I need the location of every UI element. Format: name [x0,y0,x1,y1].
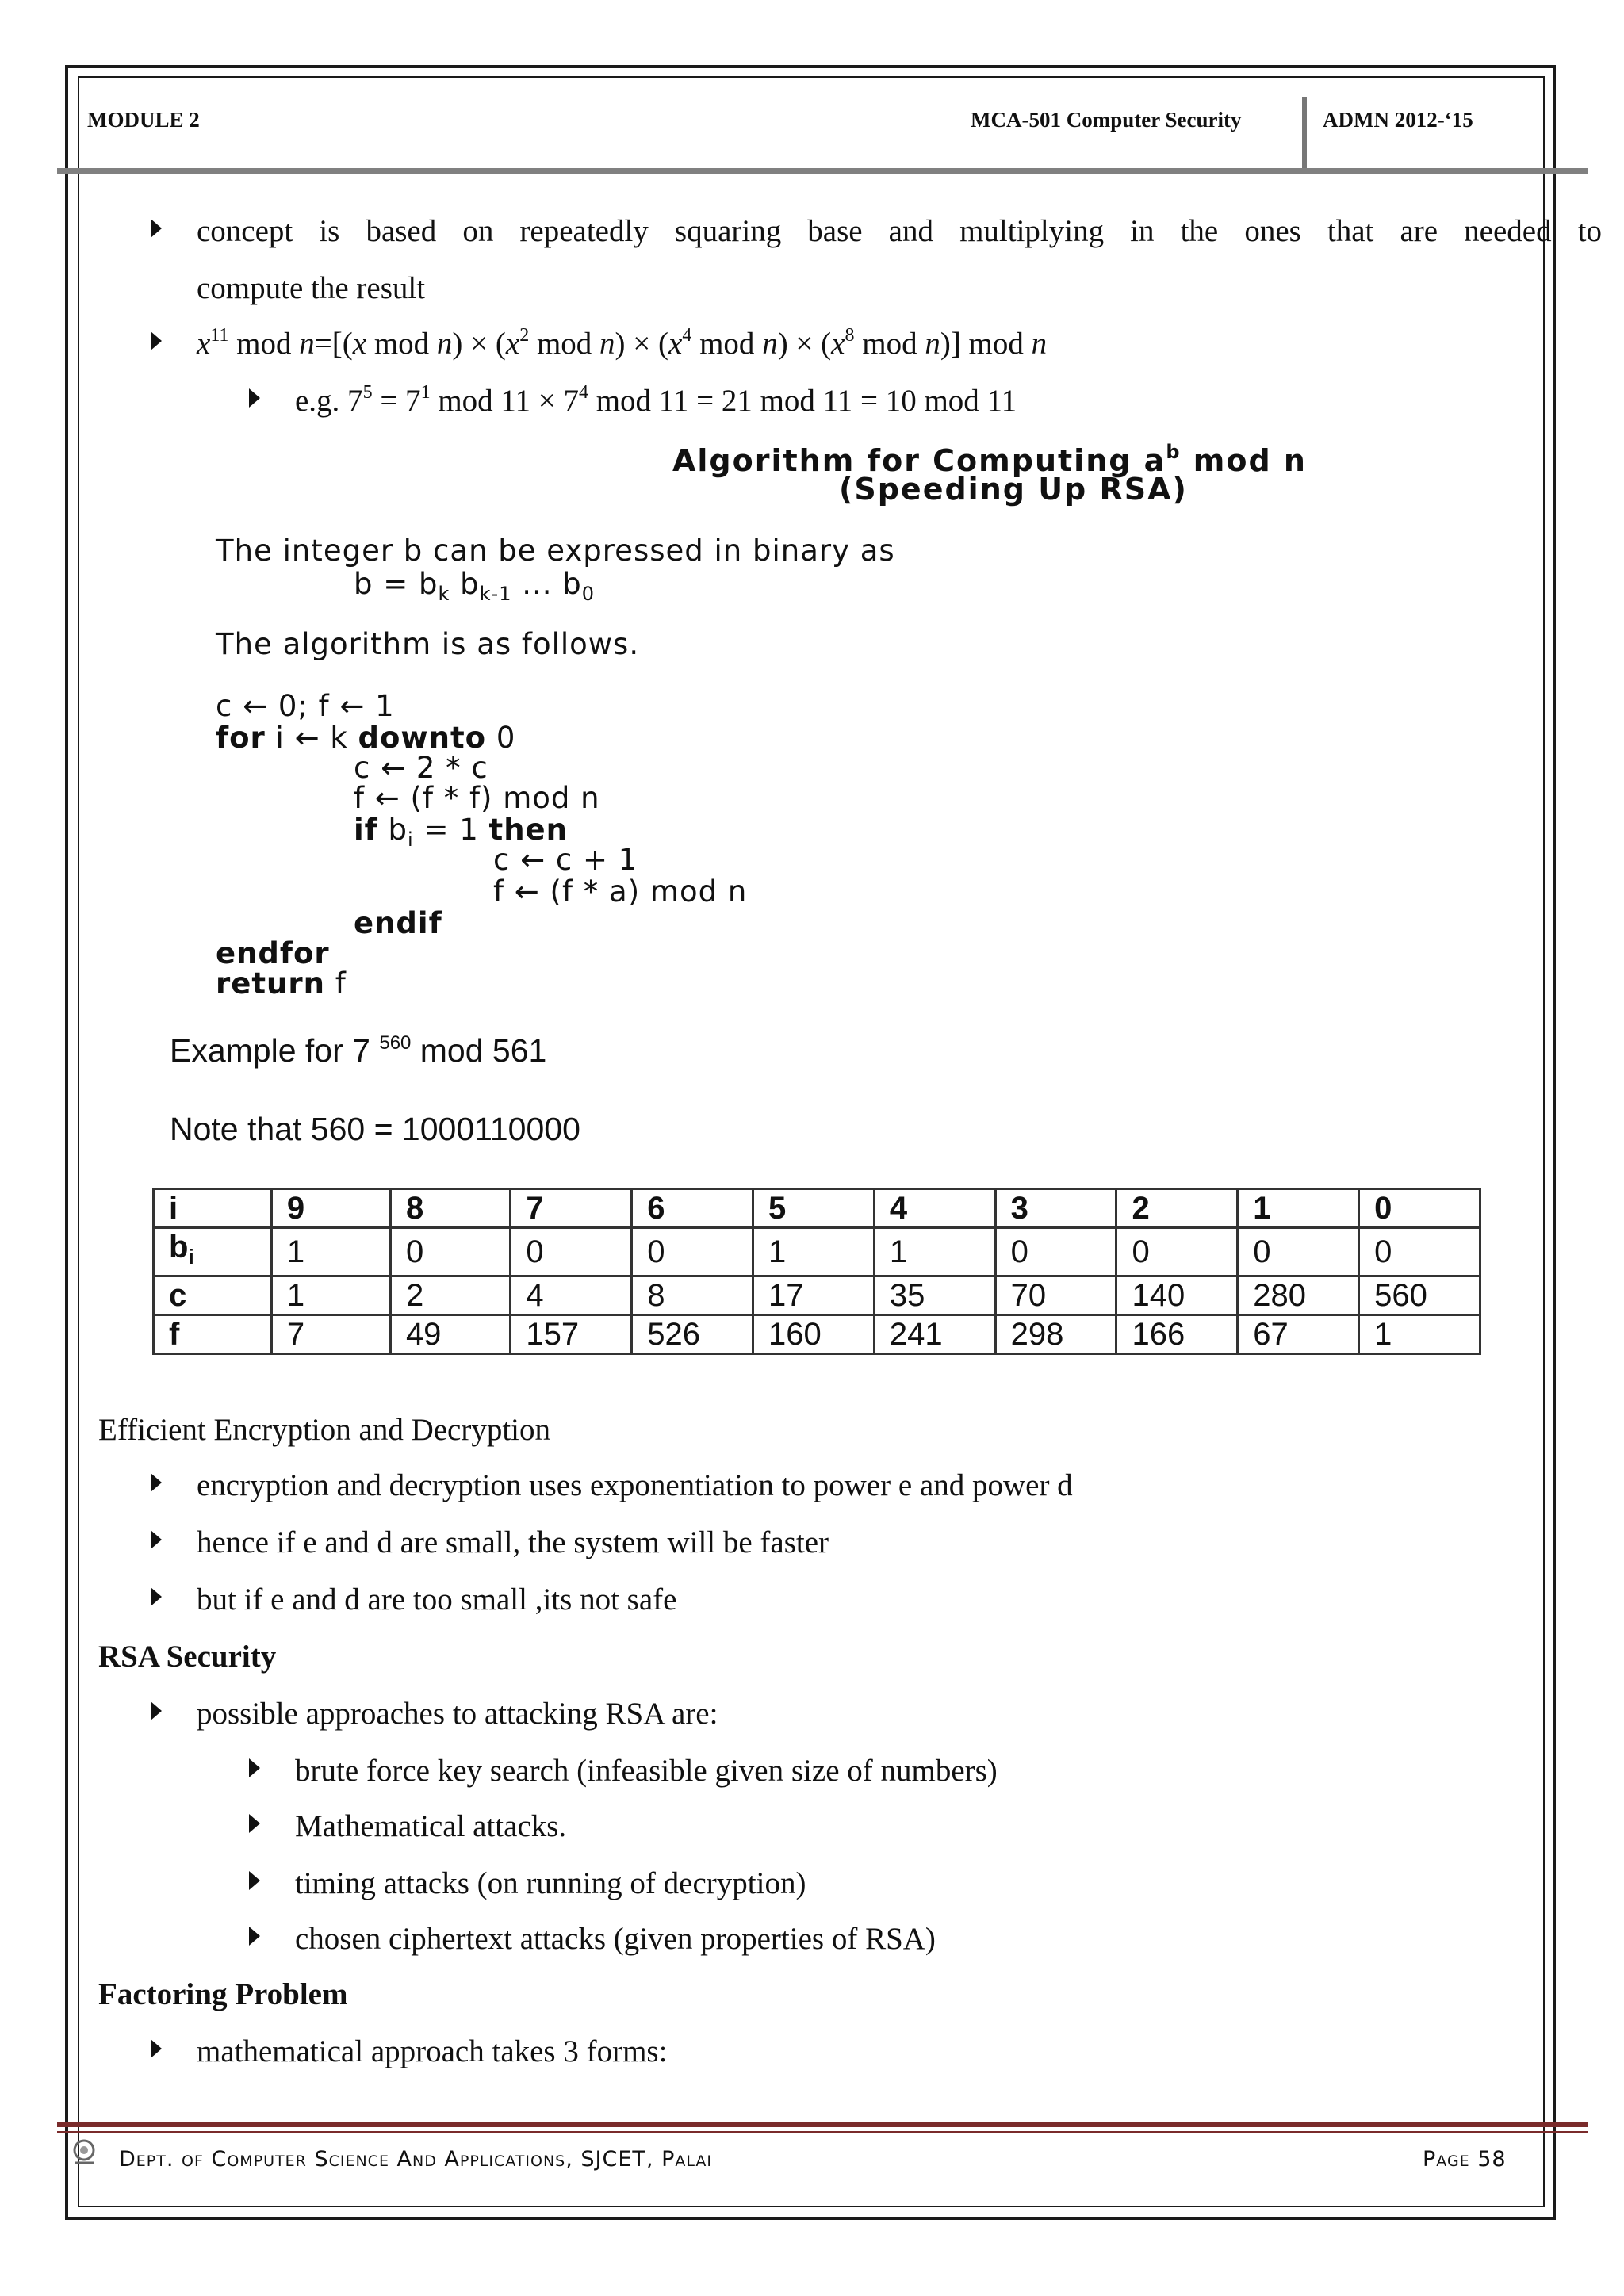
bullet-icon [151,331,162,350]
table-cell: 0 [390,1228,510,1276]
security-bullet-1: possible approaches to attacking RSA are: [197,1697,718,1731]
table-cell: 1 [1359,1315,1480,1354]
table-cell: 2 [390,1276,510,1315]
binary-note: Note that 560 = 1000110000 [170,1111,580,1147]
code-line-increment-c: c ← c + 1 [493,843,638,877]
bullet-icon [151,219,162,238]
header-course: MCA-501 Computer Security [971,108,1242,132]
table-row-label: i [154,1189,272,1228]
table-cell: 241 [874,1315,995,1354]
figure-text-algorithm: The algorithm is as follows. [216,627,640,661]
table-row [154,1228,1480,1276]
efficient-bullet-3: but if e and d are too small ,its not safe [197,1582,677,1617]
footer-department: Dept. of Computer Science And Applications, SJCET, Palai [119,2147,712,2172]
table-cell: 3 [995,1189,1116,1228]
table-row [154,1276,1480,1315]
bullet-icon [151,2039,162,2058]
footer-rule-thin [57,2131,1588,2133]
table-cell: 1 [1238,1189,1359,1228]
table-row [154,1315,1480,1354]
security-sub-3: timing attacks (on running of decryption) [295,1866,806,1900]
table-cell: 0 [632,1228,753,1276]
table-cell: 157 [511,1315,632,1354]
bullet-icon [249,1871,260,1890]
table-cell: 0 [1359,1228,1480,1276]
security-sub-4: chosen ciphertext attacks (given properties of RSA) [295,1922,936,1956]
table-row-label: f [154,1315,272,1354]
table-cell: 560 [1359,1276,1480,1315]
table-cell: 2 [1116,1189,1238,1228]
table-cell: 1 [753,1228,875,1276]
figure-title-line1: Algorithm for Computing $a^b$ mod n [672,441,1307,478]
security-sub-2: Mathematical attacks. [295,1809,567,1843]
code-line-return: return f [216,966,347,1001]
bullet-icon [249,1758,260,1777]
example-line: e.g. $7^5 = 7^1$ mod $11 \times 7^4$ mod 11 = 21 mod 11 = 10 mod 11 [295,382,1017,418]
table-cell: 17 [753,1276,875,1315]
table-cell: 166 [1116,1315,1238,1354]
table-cell: 298 [995,1315,1116,1354]
factoring-bullet-1: mathematical approach takes 3 forms: [197,2034,668,2068]
bullet-icon [151,1473,162,1492]
table-row [154,1189,1480,1228]
table-cell: 35 [874,1276,995,1315]
example-heading: Example for 7 $^{560}$ mod 561 [170,1032,547,1069]
bullet-icon [151,1587,162,1606]
code-line-for: for i ← k downto 0 [216,721,516,755]
header-admn: ADMN 2012-‘15 [1323,108,1473,132]
table-cell: 140 [1116,1276,1238,1315]
intro-bullet-1-line2: compute the result [197,271,426,305]
table-cell: 70 [995,1276,1116,1315]
code-line-double-c: c ← 2 * c [354,751,488,785]
code-line-endif: endif [354,906,442,940]
figure-text-b-bits: $b = b_k$ $b_{k-1}$ ... $b_0$ [354,567,596,605]
rsa-security-heading: RSA Security [98,1640,277,1674]
figure-title-line2: (Speeding Up RSA) [839,472,1188,507]
factoring-heading: Factoring Problem [98,1977,348,2011]
bullet-icon [151,1530,162,1549]
bullet-icon [249,388,260,408]
footer-rule [57,2122,1588,2127]
table-row-label: $b_i$ [154,1228,272,1276]
table-cell: 526 [632,1315,753,1354]
table-cell: 8 [632,1276,753,1315]
security-sub-1: brute force key search (infeasible given size of numbers) [295,1754,998,1788]
figure-text-binary: The integer b can be expressed in binary as [216,534,895,568]
bullet-icon [249,1927,260,1946]
header-module: MODULE 2 [87,108,200,132]
table-cell: 1 [271,1276,390,1315]
footer-page-number: Page 58 [1423,2147,1507,2172]
exponentiation-table [152,1188,1481,1355]
table-cell: 4 [874,1189,995,1228]
table-cell: 5 [753,1189,875,1228]
table-cell: 9 [271,1189,390,1228]
bullet-icon [249,1814,260,1833]
table-cell: 0 [1359,1189,1480,1228]
table-cell: 280 [1238,1276,1359,1315]
table-cell: 1 [271,1228,390,1276]
table-cell: 8 [390,1189,510,1228]
code-line-multiply-f: f ← (f * a) mod n [493,874,748,909]
table-cell: 4 [511,1276,632,1315]
table-cell: 0 [511,1228,632,1276]
table-row-label: c [154,1276,272,1315]
efficient-bullet-2: hence if e and d are small, the system will be faster [197,1525,829,1559]
college-logo-icon [68,2136,100,2168]
table-cell: 0 [1116,1228,1238,1276]
code-line-square-f: f ← (f * f) mod n [354,781,600,815]
table-cell: 67 [1238,1315,1359,1354]
header-separator [1302,97,1307,170]
bullet-icon [151,1701,162,1720]
efficient-heading: Efficient Encryption and Decryption [98,1413,551,1447]
intro-bullet-1-line1: concept is based on repeatedly squaring base and multiplying in the ones that are needed to [197,214,1602,248]
table-cell: 0 [1238,1228,1359,1276]
table-cell: 1 [874,1228,995,1276]
table-cell: 6 [632,1189,753,1228]
table-cell: 0 [995,1228,1116,1276]
code-line-endfor: endfor [216,936,330,970]
efficient-bullet-1: encryption and decryption uses exponentiation to power e and power d [197,1468,1073,1502]
table-cell: 7 [511,1189,632,1228]
code-line-init: c ← 0; f ← 1 [216,689,395,723]
formula-line: $x^{11}$ mod n=[(x mod $n) \times (x^2$ mod $n) \times (x^4$ mod $n) \times (x^8$ mod n)] mod n [197,325,1048,361]
table-cell: 49 [390,1315,510,1354]
table-cell: 160 [753,1315,875,1354]
table-cell: 7 [271,1315,390,1354]
code-line-if: if $b_i = 1$ then [354,813,568,851]
header-rule [57,168,1588,174]
